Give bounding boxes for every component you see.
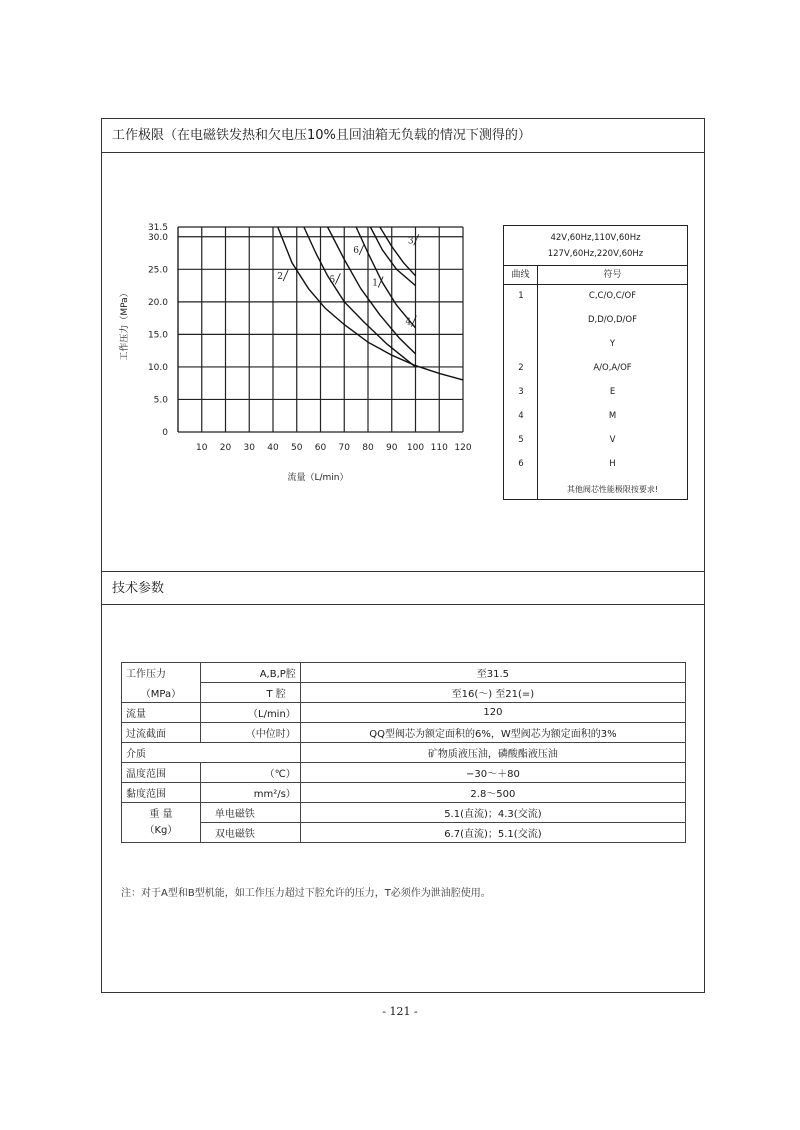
- spec-flow-label: 流量: [122, 703, 201, 723]
- spec-row-viscosity: [122, 783, 686, 803]
- x-tick-label: 80: [362, 443, 374, 453]
- section-title-tech-params: 技术参数: [102, 571, 704, 605]
- spec-row-weight-double: [122, 823, 686, 843]
- y-tick-label: 15.0: [147, 330, 168, 341]
- y-tick-label: 5.0: [153, 395, 168, 406]
- curve-label-leader: [283, 270, 288, 281]
- spec-visc-value: 2.8～500: [300, 783, 685, 803]
- curve-label-6: 6: [353, 246, 359, 257]
- legend-row: 5 V: [518, 435, 616, 445]
- curve-legend-table: [503, 225, 688, 500]
- x-tick-label: 30: [243, 443, 255, 453]
- spec-section-value: QQ型阀芯为额定面积的6%，W型阀芯为额定面积的3%: [300, 723, 685, 743]
- section-title-work-limit: 工作极限（在电磁铁发热和欠电压10%且回油箱无负载的情况下测得的）: [102, 119, 704, 153]
- x-tick-label: 90: [386, 443, 398, 453]
- spec-weight-label-2: （Kg）: [144, 824, 178, 836]
- spec-pressure-value-t: 至16(～) 至21(=): [300, 683, 685, 703]
- spec-medium-value: 矿物质液压油，磷酸酯液压油: [300, 743, 685, 763]
- spec-pressure-port-t: T 腔: [200, 683, 300, 703]
- y-tick-label: 20.0: [147, 297, 168, 308]
- spec-section-label: 过流截面: [122, 723, 201, 743]
- spec-temp-label: 温度范围: [122, 763, 201, 783]
- y-tick-label: 10.0: [147, 362, 168, 373]
- tech-spec-table: [121, 662, 686, 843]
- x-tick-label: 40: [267, 443, 279, 453]
- spec-visc-unit: mm²/s）: [200, 783, 300, 803]
- legend-row: 4 M: [518, 411, 617, 421]
- curve-label-leader: [335, 273, 340, 284]
- legend-header-line2: 127V,60Hz,220V,60Hz: [547, 249, 644, 259]
- spec-pressure-unit: （MPa）: [122, 683, 201, 703]
- legend-row: 1 C,C/O,C/OF: [518, 291, 637, 301]
- spec-section-unit: （中位时）: [200, 723, 300, 743]
- y-tick-label: 0: [162, 428, 168, 438]
- spec-row-temp: [122, 763, 686, 783]
- legend-row: D,D/O,D/OF: [587, 315, 638, 325]
- y-axis-label: 工作压力（MPa）: [120, 288, 130, 361]
- spec-pressure-ports-ab: A,B,P腔: [200, 663, 300, 683]
- x-axis-label: 流量（L/min）: [287, 473, 349, 483]
- curve-label-4: 4: [405, 317, 412, 328]
- legend-col-symbol: 符号: [603, 270, 622, 280]
- spec-weight-double-label: 双电磁铁: [200, 823, 300, 843]
- curve-3: [380, 227, 416, 276]
- curve-label-leader: [414, 234, 419, 245]
- legend-row: Y: [609, 339, 616, 349]
- spec-row-pressure-t: [122, 683, 686, 703]
- y-tick-label: 25.0: [147, 265, 168, 276]
- spec-weight-double-value: 6.7(直流)；5.1(交流): [300, 823, 685, 843]
- spec-temp-unit: （℃）: [200, 763, 300, 783]
- y-tick-label: 31.5: [147, 223, 168, 233]
- spec-temp-value: −30～＋80: [300, 763, 685, 783]
- x-tick-label: 50: [291, 443, 303, 453]
- spec-weight-label: [122, 803, 201, 843]
- x-tick-label: 20: [219, 443, 232, 453]
- y-tick-label: 30.0: [147, 232, 168, 243]
- x-tick-label: 100: [406, 443, 425, 453]
- x-tick-label: 70: [338, 443, 350, 453]
- spec-medium-label: 介质: [122, 743, 301, 763]
- spec-row-pressure: [122, 663, 686, 683]
- x-tick-label: 60: [314, 443, 327, 453]
- spec-row-section: [122, 723, 686, 743]
- spec-weight-label-1: 重 量: [149, 808, 173, 820]
- spec-pressure-value-ab: 至31.5: [300, 663, 685, 683]
- work-limit-chart: [105, 205, 475, 483]
- spec-weight-single-value: 5.1(直流)；4.3(交流): [300, 803, 685, 823]
- legend-row: 2 A/O,A/OF: [518, 363, 632, 373]
- spec-row-flow: [122, 703, 686, 723]
- curve-label-1: 1: [372, 278, 378, 289]
- curve-label-2: 2: [277, 272, 283, 283]
- curve-label-3: 3: [407, 236, 414, 247]
- legend-row: 6 H: [518, 459, 616, 469]
- footnote: 注：对于A型和B型机能，如工作压力超过下腔允许的压力，T必须作为泄油腔使用。: [121, 888, 491, 899]
- page-number: - 121 -: [382, 1005, 418, 1018]
- spec-flow-unit: （L/min）: [200, 703, 300, 723]
- curve-label-leader: [359, 244, 364, 255]
- x-tick-label: 10: [196, 443, 208, 453]
- legend-header-line1: 42V,60Hz,110V,60Hz: [550, 233, 641, 243]
- x-tick-label: 120: [454, 443, 472, 453]
- spec-flow-value: 120: [300, 703, 685, 723]
- legend-row: 3 E: [518, 387, 616, 397]
- legend-note: 其他阀芯性能极限按要求!: [566, 485, 659, 494]
- x-tick-label: 110: [430, 443, 448, 453]
- spec-weight-single-label: 单电磁铁: [200, 803, 300, 823]
- curve-2: [278, 227, 463, 380]
- spec-row-medium: [122, 743, 686, 763]
- spec-visc-label: 黏度范围: [122, 783, 201, 803]
- legend-col-curve: 曲线: [504, 266, 538, 284]
- spec-row-weight-single: [122, 803, 686, 823]
- spec-pressure-label: 工作压力: [122, 663, 201, 683]
- curve-label-5: 5: [329, 275, 336, 286]
